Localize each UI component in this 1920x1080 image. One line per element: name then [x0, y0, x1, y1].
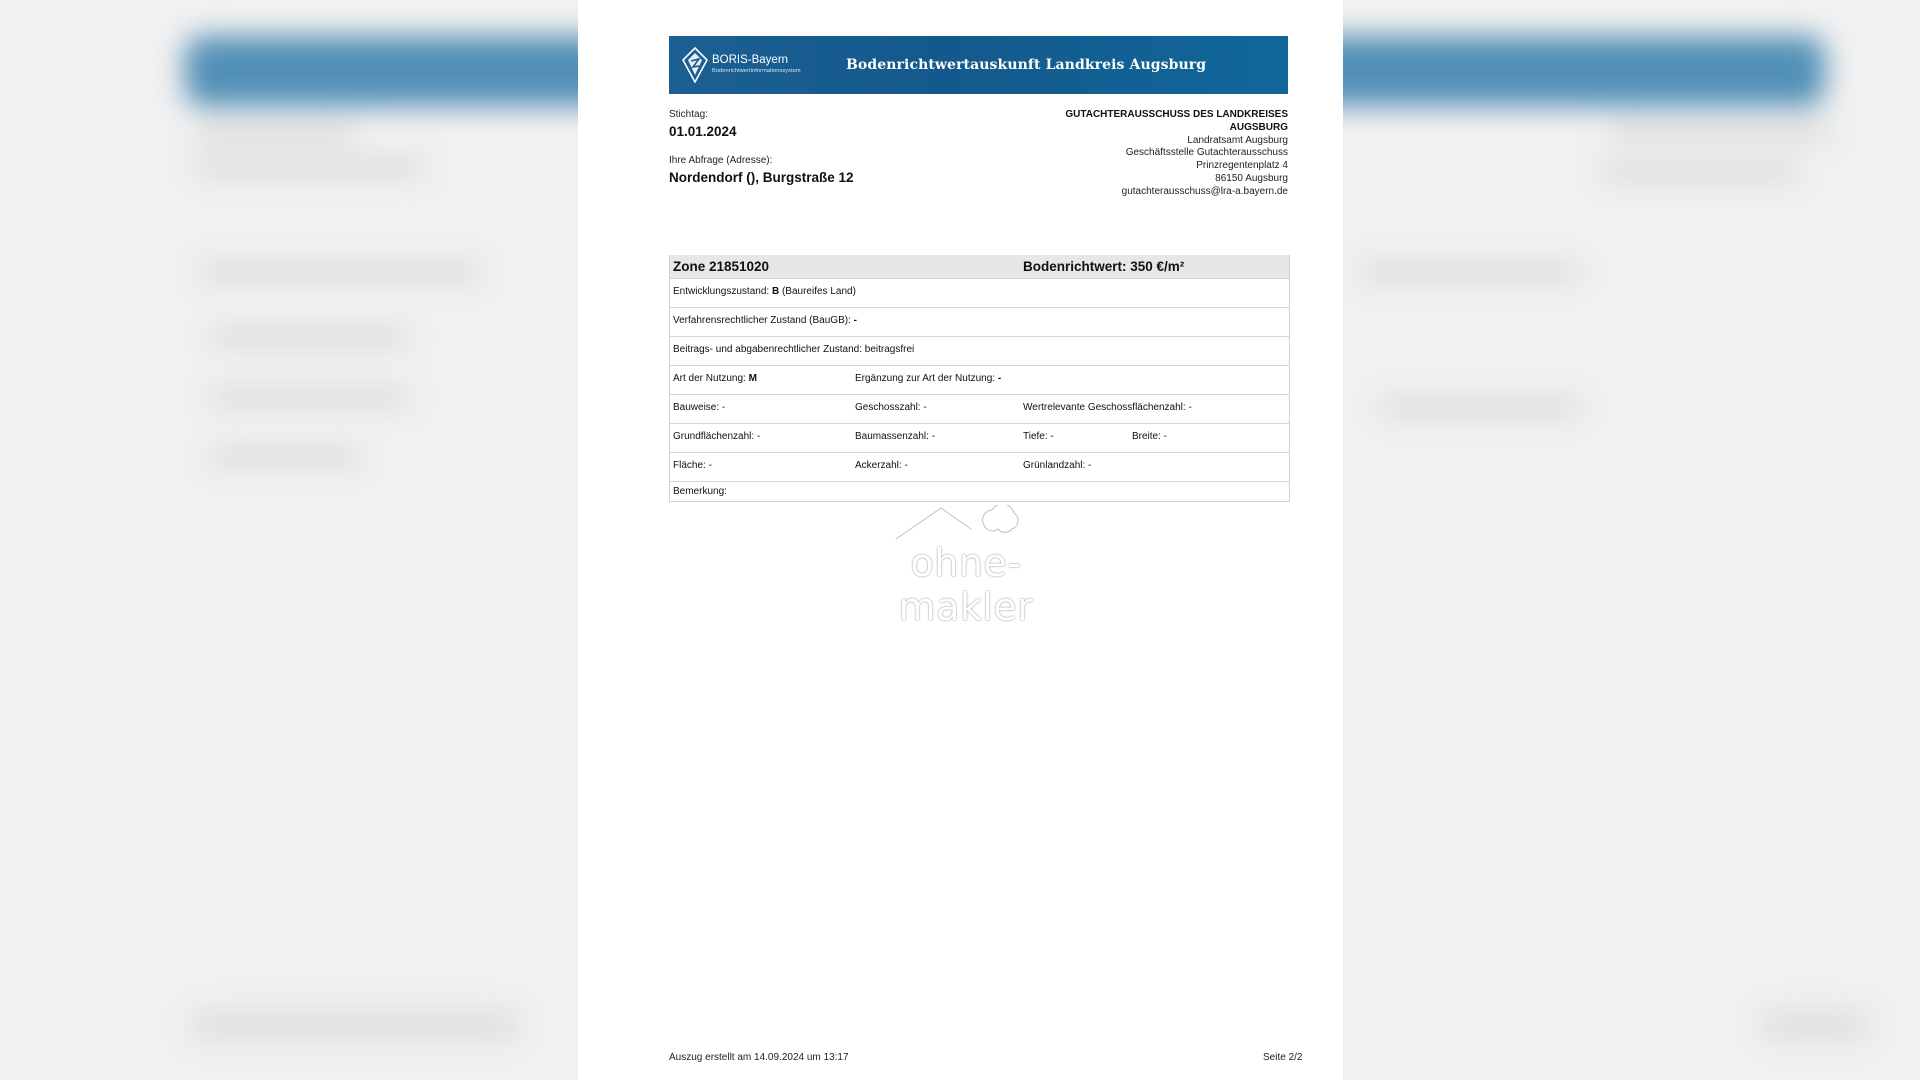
stichtag-label: Stichtag:	[669, 109, 708, 120]
beitragsrechtlicher-zustand: Beitrags- und abgabenrechtlicher Zustand: beitragsfrei	[673, 344, 915, 355]
boris-emblem-icon	[682, 47, 708, 83]
boris-logo	[682, 47, 830, 83]
entwicklungszustand: Entwicklungszustand: B (Baureifes Land)	[673, 286, 856, 297]
blurred-line	[1360, 265, 1580, 279]
blurred-footer	[1760, 1010, 1870, 1040]
table-row	[670, 452, 1289, 481]
banner-title: Bodenrichtwertauskunft Landkreis Augsburg	[846, 57, 1207, 73]
bodenrichtwert: Bodenrichtwert: 350 €/m²	[1023, 259, 1185, 274]
table-row	[670, 307, 1289, 336]
bemerkung: Bemerkung:	[673, 486, 727, 497]
query-info	[669, 109, 999, 185]
verfahrensrechtlicher-zustand: Verfahrensrechtlicher Zustand (BauGB): -	[673, 315, 857, 326]
baumassenzahl: Baumassenzahl: -	[855, 431, 936, 442]
blurred-line	[1600, 165, 1800, 179]
office: Landratsamt Augsburg	[1187, 134, 1288, 146]
breite: Breite: -	[1132, 431, 1168, 442]
ergaenzung-nutzung: Ergänzung zur Art der Nutzung: -	[855, 373, 1002, 384]
tiefe: Tiefe: -	[1023, 431, 1054, 442]
watermark	[846, 505, 1086, 629]
street: Prinzregentenplatz 4	[1196, 160, 1288, 172]
grundflaechenzahl: Grundflächenzahl: -	[673, 431, 761, 442]
geschosszahl: Geschosszahl: -	[855, 402, 927, 413]
table-row	[670, 423, 1289, 452]
abfrage-label: Ihre Abfrage (Adresse):	[669, 155, 773, 166]
watermark-text: ohne-makler	[898, 541, 1034, 629]
blurred-line	[210, 330, 410, 344]
page-number: Seite 2/2	[1263, 1052, 1303, 1063]
org-line2: AUGSBURG	[1229, 121, 1288, 133]
art-der-nutzung: Art der Nutzung: M	[673, 373, 757, 384]
blurred-line	[195, 125, 355, 139]
blurred-line	[1380, 400, 1580, 414]
created-timestamp: Auszug erstellt am 14.09.2024 um 13:17	[669, 1052, 849, 1063]
blurred-footer	[190, 1010, 520, 1040]
ackerzahl: Ackerzahl: -	[855, 460, 908, 471]
header-banner	[669, 36, 1288, 94]
table-row	[670, 365, 1289, 394]
flaeche: Fläche: -	[673, 460, 712, 471]
blurred-line	[195, 160, 425, 174]
table-row	[670, 394, 1289, 423]
blurred-line	[210, 390, 410, 404]
contact-block	[988, 109, 1288, 199]
table-row	[670, 481, 1289, 501]
stichtag-value: 01.01.2024	[669, 124, 737, 139]
zone-table	[669, 255, 1290, 502]
org-line1: GUTACHTERAUSSCHUSS DES LANDKREISES	[1065, 109, 1288, 120]
gruenlandzahl: Grünlandzahl: -	[1023, 460, 1092, 471]
department: Geschäftsstelle Gutachterausschuss	[1125, 147, 1288, 159]
bauweise: Bauweise: -	[673, 402, 726, 413]
wgfz: Wertrelevante Geschossflächenzahl: -	[1023, 402, 1192, 413]
zone-title: Zone 21851020	[673, 259, 770, 274]
city: 86150 Augsburg	[1215, 172, 1288, 184]
blurred-line	[210, 450, 360, 464]
table-row	[670, 278, 1289, 307]
email: gutachterausschuss@lra-a.bayern.de	[1121, 185, 1288, 197]
blurred-line	[1610, 125, 1830, 139]
logo-name: BORIS-Bayern	[712, 54, 789, 67]
logo-subtitle: Bodenrichtwertinformationssystem	[712, 67, 801, 74]
abfrage-value: Nordendorf (), Burgstraße 12	[669, 170, 854, 185]
blurred-line	[200, 265, 480, 279]
zone-header	[670, 255, 1289, 278]
table-row	[670, 336, 1289, 365]
